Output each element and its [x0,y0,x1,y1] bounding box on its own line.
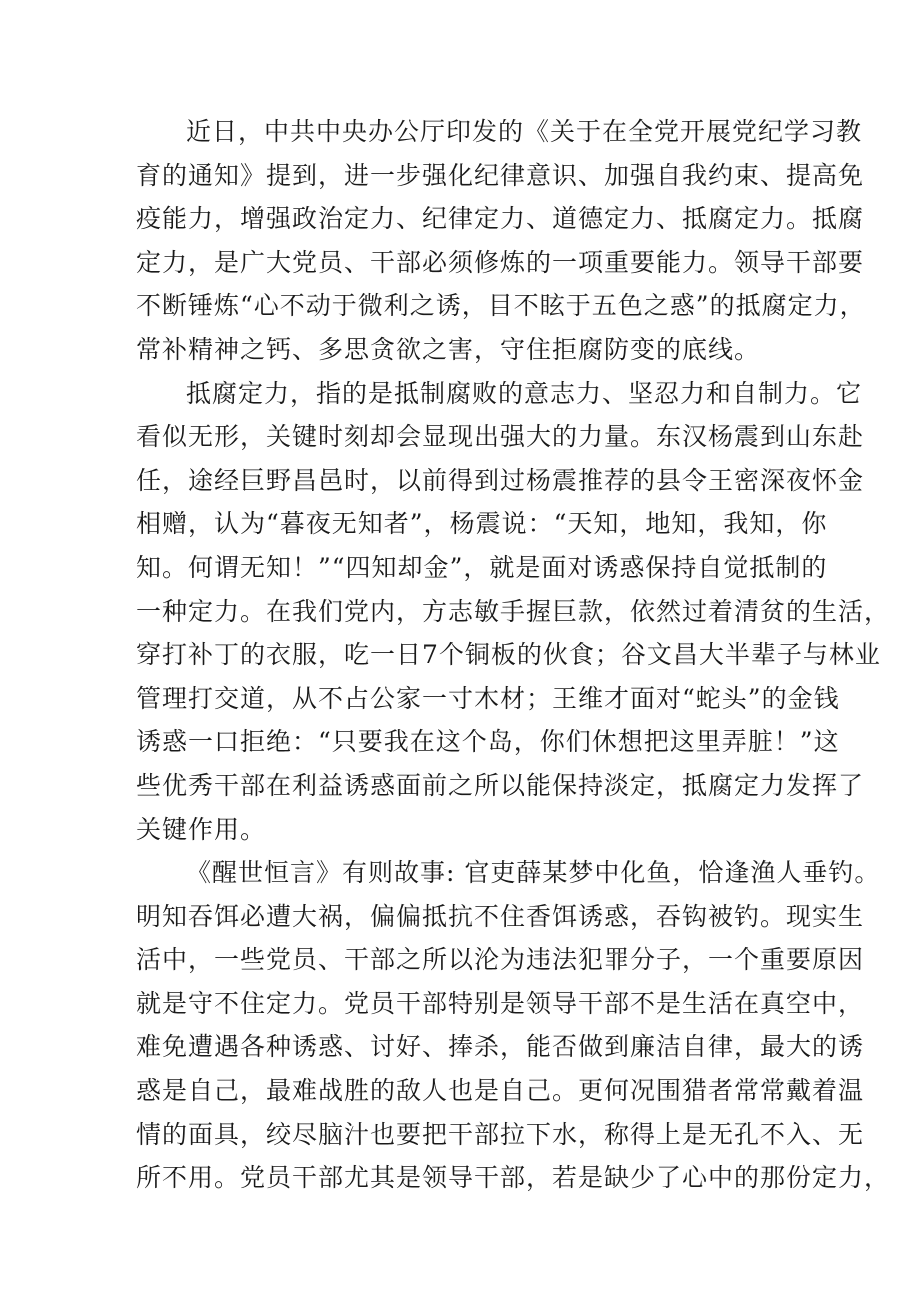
text-line: 一种定力。在我们党内，方志敏手握巨款，依然过着清贫的生活， [136,596,891,626]
text-line: 定力，是广大党员、干部必须修炼的一项重要能力。领导干部要 [136,247,865,277]
paragraph-2 [136,372,891,852]
text-line: 不断锤炼“心不动于微利之诱，目不眩于五色之惑”的抵腐定力， [136,291,866,321]
text-line: 育的通知》提到，进一步强化纪律意识、加强自我约束、提高免 [136,160,865,190]
text-line: 知。何谓无知！”“四知却金”，就是面对诱惑保持自觉抵制的 [136,552,828,582]
text-line: 任，途经巨野昌邑时，以前得到过杨震推荐的县令王密深夜怀金 [136,465,865,495]
text-line: 难免遭遇各种诱惑、讨好、捧杀，能否做到廉洁自律，最大的诱 [136,1032,865,1062]
text-line: 明知吞饵必遭大祸，偏偏抵抗不住香饵诱惑，吞钩被钓。现实生 [136,901,865,931]
text-line: 诱惑一口拒绝：“只要我在这个岛，你们休想把这里弄脏！”这 [136,727,840,757]
text-line: 情的面具，绞尽脑汁也要把干部拉下水，称得上是无孔不入、无 [136,1119,865,1149]
text-line: 相赠，认为“暮夜无知者”，杨震说：“天知，地知，我知，你 [136,509,828,539]
text-line: 惑是自己，最难战胜的敌人也是自己。更何况围猎者常常戴着温 [136,1076,865,1106]
text-line: 穿打补丁的衣服，吃一日7个铜板的伙食；谷文昌大半辈子与林业 [136,640,881,670]
text-line: 抵腐定力，指的是抵制腐败的意志力、坚忍力和自制力。它 [186,378,863,408]
text-line: 《醒世恒言》有则故事: 官吏薛某梦中化鱼，恰逢渔人垂钓。 [186,858,881,888]
paragraph-3 [136,851,891,1200]
text-line: 些优秀干部在利益诱惑面前之所以能保持淡定，抵腐定力发挥了 [136,770,865,800]
text-line: 就是守不住定力。党员干部特别是领导干部不是生活在真空中， [136,988,865,1018]
text-line: 关键作用。 [136,814,267,844]
text-line: 常补精神之钙、多思贪欲之害，守住拒腐防变的底线。 [136,334,761,364]
article-body [136,110,891,1200]
text-line: 所不用。党员干部尤其是领导干部，若是缺少了心中的那份定力， [136,1163,891,1193]
paragraph-1 [136,110,866,372]
text-line: 疫能力，增强政治定力、纪律定力、道德定力、抵腐定力。抵腐 [136,204,865,234]
text-line: 看似无形，关键时刻却会显现出强大的力量。东汉杨震到山东赴 [136,422,865,452]
text-line: 管理打交道，从不占公家一寸木材；王维才面对“蛇头”的金钱 [136,683,840,713]
text-line: 近日，中共中央办公厅印发的《关于在全党开展党纪学习教 [186,117,863,146]
text-line: 活中，一些党员、干部之所以沦为违法犯罪分子，一个重要原因 [136,945,865,975]
